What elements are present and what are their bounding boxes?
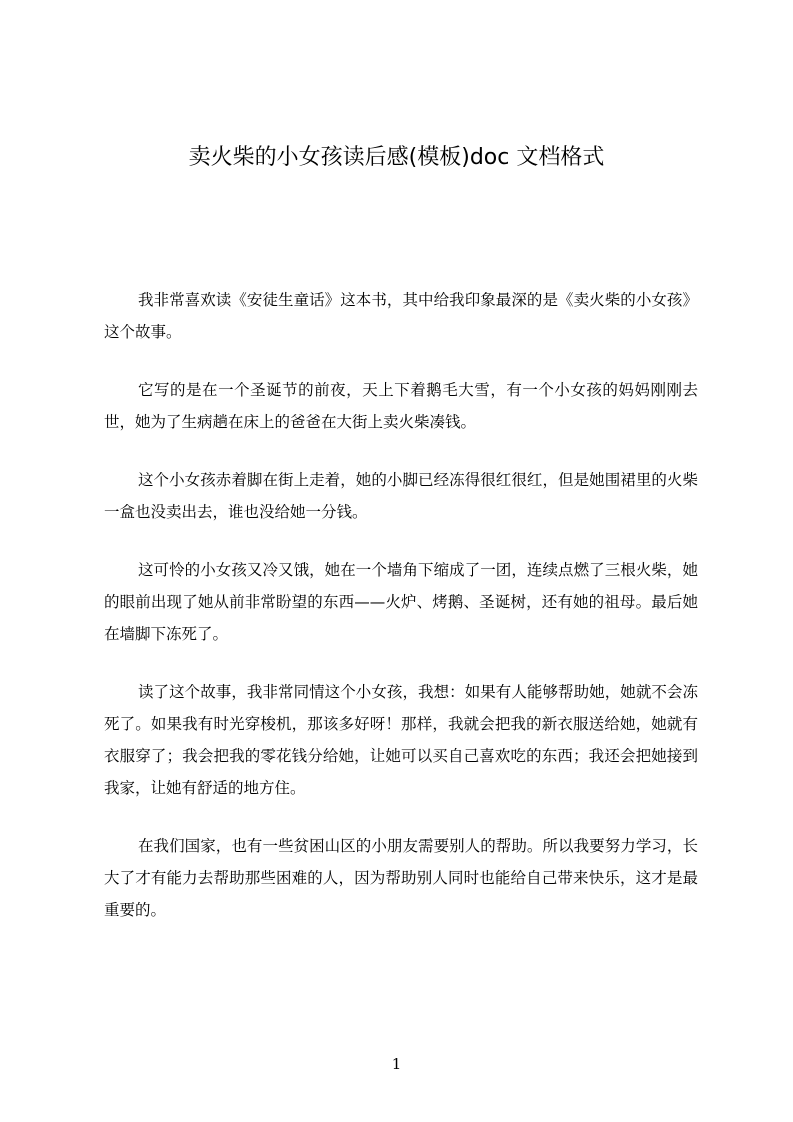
paragraph-1: 我非常喜欢读《安徒生童话》这本书，其中给我印象最深的是《卖火柴的小女孩》这个故事。 — [104, 291, 698, 341]
paragraph-3: 这个小女孩赤着脚在街上走着，她的小脚已经冻得很红很红，但是她围裙里的火柴一盒也没卖出去，谁也没给她一分钱。 — [104, 471, 698, 521]
document-body — [104, 284, 698, 952]
document-title: 卖火柴的小女孩读后感(模板)doc 文档格式 — [188, 145, 605, 170]
paragraph-6: 在我们国家，也有一些贫困山区的小朋友需要别人的帮助。所以我要努力学习，长大了才有能力去帮助那些困难的人，因为帮助别人同时也能给自己带来快乐，这才是最重要的。 — [104, 837, 698, 919]
paragraph-2: 它写的是在一个圣诞节的前夜，天上下着鹅毛大雪，有一个小女孩的妈妈刚刚去世，她为了生病趟在床上的爸爸在大街上卖火柴凑钱。 — [104, 381, 698, 431]
paragraph-4: 这可怜的小女孩又冷又饿，她在一个墙角下缩成了一团，连续点燃了三根火柴，她的眼前出现了她从前非常盼望的东西——火炉、烤鹅、圣诞树，还有她的祖母。最后她在墙脚下冻死了。 — [104, 561, 698, 643]
paragraph-5: 读了这个故事，我非常同情这个小女孩，我想：如果有人能够帮助她，她就不会冻死了。如果我有时光穿梭机，那该多好呀！那样，我就会把我的新衣服送给她，她就有衣服穿了；我会把我的零花钱分给她，让她可以买自己喜欢吃的东西；我还会把她接到我家，让她有舒适的地方住。 — [104, 683, 698, 797]
page-number: 1 — [391, 1055, 402, 1073]
